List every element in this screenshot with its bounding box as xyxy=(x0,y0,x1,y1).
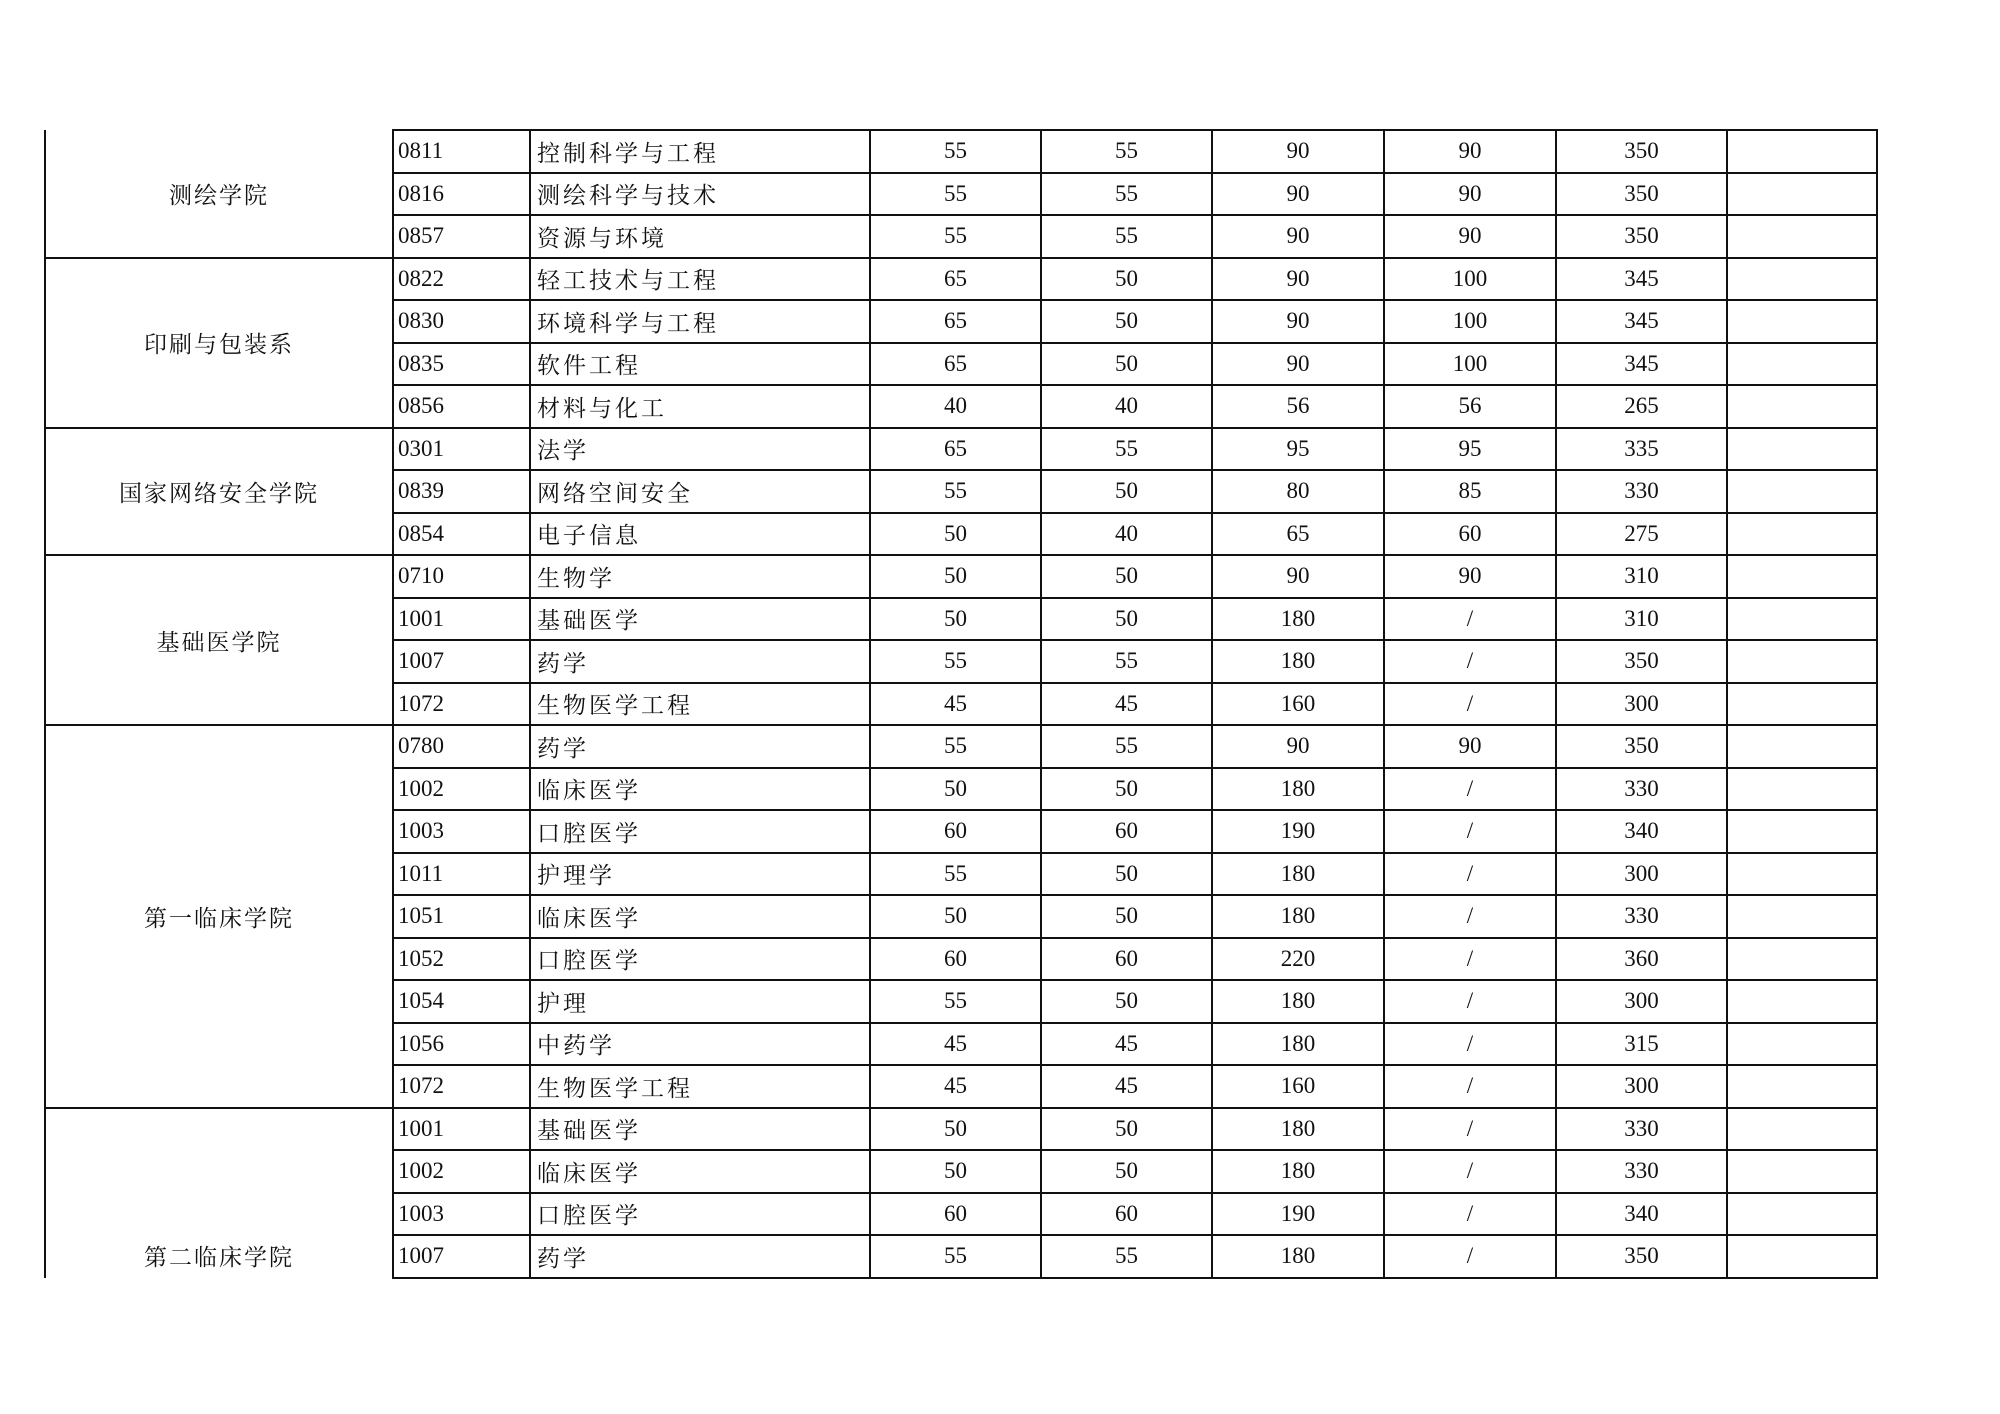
college-name: 第一临床学院 xyxy=(45,725,393,1108)
score-politics: 65 xyxy=(870,258,1041,301)
score-foreign-language: 55 xyxy=(1041,215,1212,258)
score-subject-2: / xyxy=(1384,1193,1556,1236)
score-subject-2: / xyxy=(1384,683,1556,726)
score-subject-1: 180 xyxy=(1212,853,1384,896)
score-subject-1: 180 xyxy=(1212,895,1384,938)
major-code: 1001 xyxy=(393,598,530,641)
major-name: 护理学 xyxy=(530,853,870,896)
remark xyxy=(1727,130,1877,173)
score-subject-2: / xyxy=(1384,598,1556,641)
score-subject-1: 160 xyxy=(1212,683,1384,726)
college-name: 基础医学院 xyxy=(45,555,393,725)
score-total: 350 xyxy=(1556,130,1727,173)
score-foreign-language: 50 xyxy=(1041,300,1212,343)
major-code: 0301 xyxy=(393,428,530,471)
score-total: 345 xyxy=(1556,343,1727,386)
score-total: 330 xyxy=(1556,1150,1727,1193)
major-code: 1072 xyxy=(393,683,530,726)
remark xyxy=(1727,598,1877,641)
score-politics: 50 xyxy=(870,1108,1041,1151)
major-code: 0811 xyxy=(393,130,530,173)
score-total: 330 xyxy=(1556,895,1727,938)
score-foreign-language: 50 xyxy=(1041,258,1212,301)
score-subject-2: / xyxy=(1384,1023,1556,1066)
major-name: 环境科学与工程 xyxy=(530,300,870,343)
score-foreign-language: 50 xyxy=(1041,470,1212,513)
score-total: 345 xyxy=(1556,300,1727,343)
score-total: 330 xyxy=(1556,470,1727,513)
score-politics: 45 xyxy=(870,683,1041,726)
major-name: 法学 xyxy=(530,428,870,471)
remark xyxy=(1727,810,1877,853)
major-name: 临床医学 xyxy=(530,895,870,938)
score-politics: 65 xyxy=(870,428,1041,471)
score-foreign-language: 55 xyxy=(1041,725,1212,768)
major-name: 药学 xyxy=(530,1235,870,1278)
major-name: 生物医学工程 xyxy=(530,683,870,726)
score-politics: 50 xyxy=(870,555,1041,598)
score-politics: 55 xyxy=(870,215,1041,258)
major-name: 护理 xyxy=(530,980,870,1023)
major-code: 1001 xyxy=(393,1108,530,1151)
major-code: 0856 xyxy=(393,385,530,428)
major-code: 0822 xyxy=(393,258,530,301)
score-subject-2: / xyxy=(1384,1108,1556,1151)
score-subject-2: / xyxy=(1384,1065,1556,1108)
score-subject-2: / xyxy=(1384,768,1556,811)
major-name: 药学 xyxy=(530,725,870,768)
score-foreign-language: 60 xyxy=(1041,1193,1212,1236)
major-name: 生物学 xyxy=(530,555,870,598)
remark xyxy=(1727,1150,1877,1193)
score-politics: 65 xyxy=(870,300,1041,343)
score-subject-1: 180 xyxy=(1212,1235,1384,1278)
score-subject-2: / xyxy=(1384,640,1556,683)
score-politics: 55 xyxy=(870,725,1041,768)
score-subject-1: 220 xyxy=(1212,938,1384,981)
score-subject-2: / xyxy=(1384,853,1556,896)
college-name: 第二临床学院 xyxy=(45,1108,393,1278)
score-foreign-language: 55 xyxy=(1041,640,1212,683)
score-foreign-language: 50 xyxy=(1041,1150,1212,1193)
score-subject-2: / xyxy=(1384,980,1556,1023)
major-code: 0839 xyxy=(393,470,530,513)
major-code: 0710 xyxy=(393,555,530,598)
score-foreign-language: 50 xyxy=(1041,853,1212,896)
score-subject-2: 85 xyxy=(1384,470,1556,513)
score-politics: 55 xyxy=(870,470,1041,513)
score-subject-2: 100 xyxy=(1384,258,1556,301)
score-foreign-language: 45 xyxy=(1041,1065,1212,1108)
score-subject-1: 90 xyxy=(1212,725,1384,768)
college-name: 印刷与包装系 xyxy=(45,258,393,428)
major-name: 临床医学 xyxy=(530,768,870,811)
remark xyxy=(1727,895,1877,938)
score-politics: 60 xyxy=(870,938,1041,981)
table-row xyxy=(45,258,1877,301)
score-total: 350 xyxy=(1556,1235,1727,1278)
remark xyxy=(1727,768,1877,811)
score-total: 265 xyxy=(1556,385,1727,428)
score-foreign-language: 50 xyxy=(1041,343,1212,386)
table-row xyxy=(45,1108,1877,1151)
score-politics: 50 xyxy=(870,513,1041,556)
remark xyxy=(1727,300,1877,343)
remark xyxy=(1727,683,1877,726)
score-total: 350 xyxy=(1556,725,1727,768)
score-politics: 45 xyxy=(870,1065,1041,1108)
score-table xyxy=(44,129,1878,1279)
major-code: 1056 xyxy=(393,1023,530,1066)
score-foreign-language: 60 xyxy=(1041,938,1212,981)
score-subject-2: 100 xyxy=(1384,343,1556,386)
score-foreign-language: 60 xyxy=(1041,810,1212,853)
score-politics: 55 xyxy=(870,130,1041,173)
remark xyxy=(1727,1108,1877,1151)
remark xyxy=(1727,1023,1877,1066)
score-subject-1: 180 xyxy=(1212,1023,1384,1066)
major-name: 控制科学与工程 xyxy=(530,130,870,173)
remark xyxy=(1727,385,1877,428)
score-subject-2: 90 xyxy=(1384,555,1556,598)
remark xyxy=(1727,853,1877,896)
score-total: 330 xyxy=(1556,1108,1727,1151)
major-code: 0816 xyxy=(393,173,530,216)
score-politics: 50 xyxy=(870,768,1041,811)
score-foreign-language: 40 xyxy=(1041,385,1212,428)
score-total: 330 xyxy=(1556,768,1727,811)
major-name: 药学 xyxy=(530,640,870,683)
score-total: 300 xyxy=(1556,980,1727,1023)
remark xyxy=(1727,173,1877,216)
major-code: 1051 xyxy=(393,895,530,938)
score-subject-1: 180 xyxy=(1212,980,1384,1023)
score-subject-1: 180 xyxy=(1212,1108,1384,1151)
score-subject-2: 95 xyxy=(1384,428,1556,471)
major-code: 1003 xyxy=(393,810,530,853)
score-foreign-language: 55 xyxy=(1041,1235,1212,1278)
major-name: 口腔医学 xyxy=(530,1193,870,1236)
major-code: 1054 xyxy=(393,980,530,1023)
table-row xyxy=(45,428,1877,471)
score-politics: 55 xyxy=(870,853,1041,896)
remark xyxy=(1727,215,1877,258)
score-subject-1: 180 xyxy=(1212,640,1384,683)
score-subject-2: 90 xyxy=(1384,215,1556,258)
score-subject-2: 56 xyxy=(1384,385,1556,428)
major-name: 轻工技术与工程 xyxy=(530,258,870,301)
score-politics: 50 xyxy=(870,598,1041,641)
score-subject-2: / xyxy=(1384,1235,1556,1278)
score-foreign-language: 55 xyxy=(1041,130,1212,173)
remark xyxy=(1727,513,1877,556)
remark xyxy=(1727,1235,1877,1278)
score-politics: 65 xyxy=(870,343,1041,386)
remark xyxy=(1727,938,1877,981)
score-subject-1: 95 xyxy=(1212,428,1384,471)
remark xyxy=(1727,428,1877,471)
major-code: 0830 xyxy=(393,300,530,343)
score-total: 345 xyxy=(1556,258,1727,301)
score-politics: 55 xyxy=(870,980,1041,1023)
score-subject-2: 100 xyxy=(1384,300,1556,343)
remark xyxy=(1727,258,1877,301)
major-name: 生物医学工程 xyxy=(530,1065,870,1108)
score-subject-2: / xyxy=(1384,938,1556,981)
major-code: 1003 xyxy=(393,1193,530,1236)
score-politics: 50 xyxy=(870,895,1041,938)
score-subject-1: 90 xyxy=(1212,343,1384,386)
score-subject-1: 56 xyxy=(1212,385,1384,428)
major-code: 1052 xyxy=(393,938,530,981)
remark xyxy=(1727,640,1877,683)
score-subject-2: / xyxy=(1384,1150,1556,1193)
remark xyxy=(1727,470,1877,513)
score-politics: 60 xyxy=(870,810,1041,853)
score-subject-1: 180 xyxy=(1212,598,1384,641)
score-total: 275 xyxy=(1556,513,1727,556)
remark xyxy=(1727,725,1877,768)
score-subject-1: 180 xyxy=(1212,1150,1384,1193)
score-subject-2: 60 xyxy=(1384,513,1556,556)
major-name: 网络空间安全 xyxy=(530,470,870,513)
score-politics: 55 xyxy=(870,640,1041,683)
college-name: 国家网络安全学院 xyxy=(45,428,393,556)
score-total: 300 xyxy=(1556,1065,1727,1108)
score-subject-1: 190 xyxy=(1212,1193,1384,1236)
score-foreign-language: 55 xyxy=(1041,428,1212,471)
score-foreign-language: 50 xyxy=(1041,768,1212,811)
score-total: 300 xyxy=(1556,683,1727,726)
score-subject-1: 90 xyxy=(1212,258,1384,301)
major-name: 中药学 xyxy=(530,1023,870,1066)
major-name: 口腔医学 xyxy=(530,938,870,981)
score-subject-1: 190 xyxy=(1212,810,1384,853)
major-code: 0854 xyxy=(393,513,530,556)
score-politics: 50 xyxy=(870,1150,1041,1193)
score-foreign-language: 45 xyxy=(1041,1023,1212,1066)
score-subject-2: / xyxy=(1384,810,1556,853)
score-total: 300 xyxy=(1556,853,1727,896)
major-name: 资源与环境 xyxy=(530,215,870,258)
score-total: 350 xyxy=(1556,173,1727,216)
score-total: 340 xyxy=(1556,1193,1727,1236)
major-name: 软件工程 xyxy=(530,343,870,386)
score-total: 340 xyxy=(1556,810,1727,853)
score-politics: 40 xyxy=(870,385,1041,428)
major-name: 测绘科学与技术 xyxy=(530,173,870,216)
remark xyxy=(1727,980,1877,1023)
major-code: 1007 xyxy=(393,1235,530,1278)
major-code: 1011 xyxy=(393,853,530,896)
score-subject-2: / xyxy=(1384,895,1556,938)
score-total: 350 xyxy=(1556,215,1727,258)
major-name: 基础医学 xyxy=(530,1108,870,1151)
score-total: 310 xyxy=(1556,598,1727,641)
major-code: 0857 xyxy=(393,215,530,258)
major-name: 电子信息 xyxy=(530,513,870,556)
major-code: 1002 xyxy=(393,1150,530,1193)
score-politics: 55 xyxy=(870,173,1041,216)
score-subject-1: 90 xyxy=(1212,300,1384,343)
score-foreign-language: 45 xyxy=(1041,683,1212,726)
score-foreign-language: 55 xyxy=(1041,173,1212,216)
major-name: 材料与化工 xyxy=(530,385,870,428)
score-total: 310 xyxy=(1556,555,1727,598)
major-code: 1072 xyxy=(393,1065,530,1108)
score-politics: 60 xyxy=(870,1193,1041,1236)
score-subject-2: 90 xyxy=(1384,173,1556,216)
score-foreign-language: 50 xyxy=(1041,598,1212,641)
major-code: 1002 xyxy=(393,768,530,811)
table-row xyxy=(45,725,1877,768)
score-politics: 45 xyxy=(870,1023,1041,1066)
score-subject-1: 90 xyxy=(1212,130,1384,173)
major-name: 基础医学 xyxy=(530,598,870,641)
score-subject-1: 180 xyxy=(1212,768,1384,811)
major-code: 0780 xyxy=(393,725,530,768)
score-foreign-language: 50 xyxy=(1041,1108,1212,1151)
score-subject-1: 90 xyxy=(1212,173,1384,216)
major-code: 0835 xyxy=(393,343,530,386)
score-total: 315 xyxy=(1556,1023,1727,1066)
score-total: 335 xyxy=(1556,428,1727,471)
score-subject-1: 65 xyxy=(1212,513,1384,556)
score-subject-2: 90 xyxy=(1384,130,1556,173)
score-foreign-language: 50 xyxy=(1041,555,1212,598)
remark xyxy=(1727,1193,1877,1236)
score-foreign-language: 50 xyxy=(1041,980,1212,1023)
score-subject-1: 90 xyxy=(1212,555,1384,598)
score-foreign-language: 50 xyxy=(1041,895,1212,938)
major-name: 临床医学 xyxy=(530,1150,870,1193)
score-subject-1: 160 xyxy=(1212,1065,1384,1108)
major-code: 1007 xyxy=(393,640,530,683)
score-subject-1: 80 xyxy=(1212,470,1384,513)
score-total: 360 xyxy=(1556,938,1727,981)
score-foreign-language: 40 xyxy=(1041,513,1212,556)
score-subject-1: 90 xyxy=(1212,215,1384,258)
score-subject-2: 90 xyxy=(1384,725,1556,768)
major-name: 口腔医学 xyxy=(530,810,870,853)
college-name: 测绘学院 xyxy=(45,130,393,258)
table-row xyxy=(45,555,1877,598)
table-row xyxy=(45,130,1877,173)
score-politics: 55 xyxy=(870,1235,1041,1278)
remark xyxy=(1727,343,1877,386)
score-total: 350 xyxy=(1556,640,1727,683)
remark xyxy=(1727,1065,1877,1108)
remark xyxy=(1727,555,1877,598)
